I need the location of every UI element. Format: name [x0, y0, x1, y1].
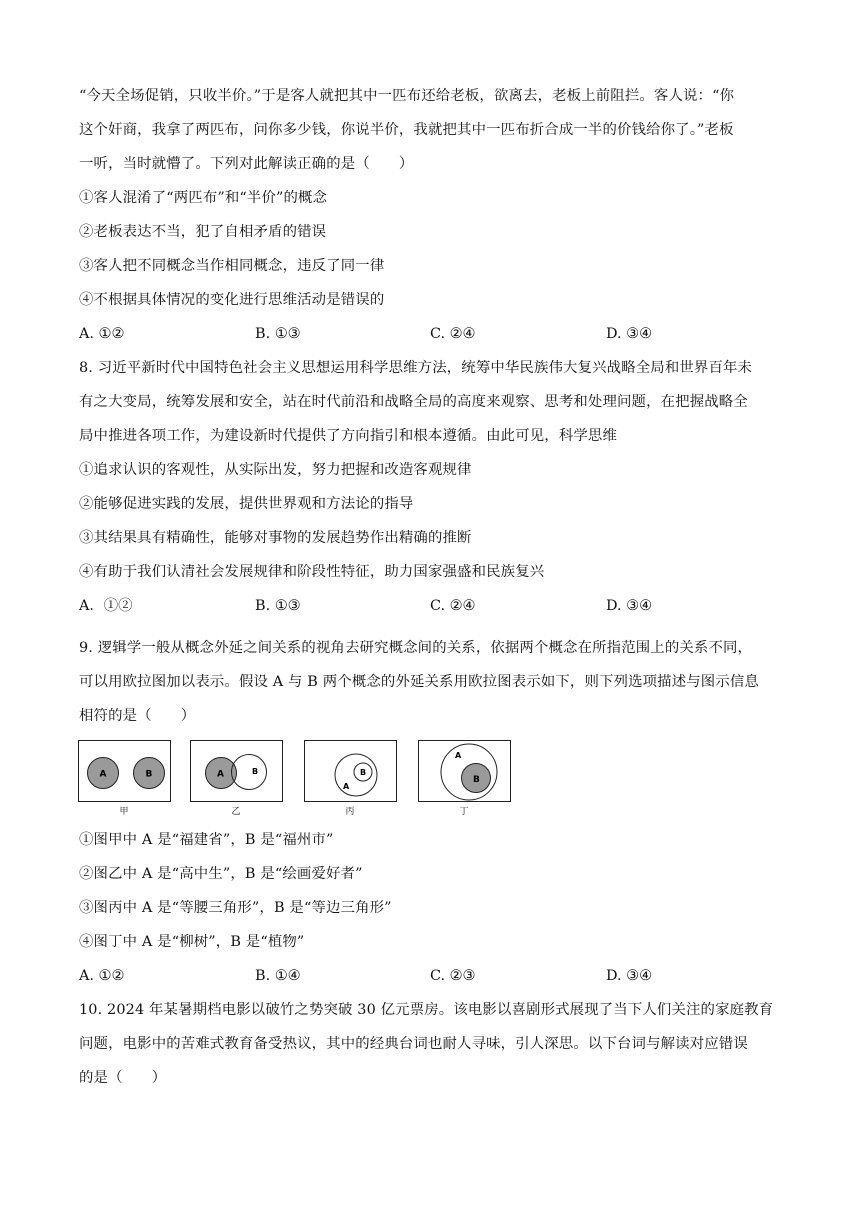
q8-option-b[interactable]: B. ①③ — [255, 598, 301, 614]
q8-item-3: ③其结果具有精确性，能够对事物的发展趋势作出精确的推断 — [79, 530, 472, 546]
q9-option-d[interactable]: D. ③④ — [606, 968, 652, 984]
q8-item-1: ①追求认识的客观性，从实际出发，努力把握和改造客观规律 — [79, 462, 472, 478]
circle-a-outer — [335, 754, 377, 796]
q10-stem-line-2: 问题，电影中的苦难式教育备受热议，其中的经典台词也耐人寻味，引人深思。以下台词与解读对应错误 — [79, 1036, 748, 1052]
caption-yi: 乙 — [231, 807, 241, 817]
q7-stem-line-1: “今天全场促销，只收半价。”于是客人就把其中一匹布还给老板，欲离去，老板上前阻拦。客人说：“你 — [79, 88, 735, 104]
q9-stem-line-3: 相符的是（ ） — [79, 708, 196, 724]
caption-ding: 丁 — [459, 807, 469, 817]
q8-stem-line-1: 8. 习近平新时代中国特色社会主义思想运用科学思维方法，统筹中华民族伟大复兴战略全局和世界百年未 — [79, 360, 753, 376]
q9-option-b[interactable]: B. ①④ — [255, 968, 301, 984]
euler-diagram-ding — [418, 740, 511, 802]
q8-option-d[interactable]: D. ③④ — [606, 598, 652, 614]
q9-stem-line-2: 可以用欧拉图加以表示。假设 A 与 B 两个概念的外延关系用欧拉图表示如下，则下列选项描述与图示信息 — [79, 674, 759, 690]
q9-option-c[interactable]: C. ②③ — [430, 968, 476, 984]
q7-stem-line-2: 这个奸商，我拿了两匹布，问你多少钱，你说半价，我就把其中一匹布折合成一半的价钱给你了。”老板 — [79, 122, 734, 138]
q7-item-1: ①客人混淆了“两匹布”和“半价”的概念 — [79, 190, 328, 206]
q8-item-2: ②能够促进实践的发展，提供世界观和方法论的指导 — [79, 496, 414, 512]
euler-diagram-bing-svg — [305, 741, 396, 801]
q8-item-4: ④有助于我们认清社会发展规律和阶段性特征，助力国家强盛和民族复兴 — [79, 564, 545, 580]
q9-item-4: ④图丁中 A 是“柳树”，B 是“植物” — [79, 934, 305, 950]
label-a: A — [217, 769, 224, 780]
label-b: B — [252, 767, 259, 776]
euler-diagram-yi-svg — [191, 741, 282, 801]
q9-item-3: ③图丙中 A 是“等腰三角形”，B 是“等边三角形” — [79, 900, 392, 916]
q7-option-b[interactable]: B. ①③ — [255, 326, 301, 342]
q7-item-4: ④不根据具体情况的变化进行思维活动是错误的 — [79, 292, 385, 308]
label-b: B — [360, 768, 367, 777]
euler-diagram-jia — [78, 740, 171, 802]
label-b: B — [145, 769, 153, 780]
q8-option-c[interactable]: C. ②④ — [430, 598, 476, 614]
euler-diagram-jia-svg — [79, 741, 170, 801]
euler-diagram-ding-svg — [419, 741, 510, 801]
euler-diagram-bing — [304, 740, 397, 802]
q9-item-1: ①图甲中 A 是“福建省”，B 是“福州市” — [79, 832, 334, 848]
q7-item-2: ②老板表达不当，犯了自相矛盾的错误 — [79, 224, 327, 240]
q10-stem-line-3: 的是（ ） — [79, 1070, 167, 1086]
q7-option-c[interactable]: C. ②④ — [430, 326, 476, 342]
caption-bing: 丙 — [345, 807, 355, 817]
label-b: B — [473, 775, 480, 785]
q8-stem-line-2: 有之大变局，统筹发展和安全，站在时代前沿和战略全局的高度来观察、思考和处理问题，在把握战略全 — [79, 394, 748, 410]
euler-diagram-yi — [190, 740, 283, 802]
label-a: A — [455, 751, 462, 760]
q7-stem-line-3: 一听，当时就懵了。下列对此解读正确的是（ ） — [79, 156, 414, 172]
caption-jia: 甲 — [119, 807, 129, 817]
q9-stem-line-1: 9. 逻辑学一般从概念外延之间关系的视角去研究概念间的关系，依据两个概念在所指范围上的关系不同， — [79, 640, 753, 656]
q8-option-a[interactable]: A．①② — [79, 598, 133, 614]
q7-item-3: ③客人把不同概念当作相同概念，违反了同一律 — [79, 258, 385, 274]
q9-option-a[interactable]: A. ①② — [79, 968, 125, 984]
q8-stem-line-3: 局中推进各项工作，为建设新时代提供了方向指引和根本遵循。由此可见，科学思维 — [79, 428, 618, 444]
label-a: A — [343, 782, 350, 791]
q10-stem-line-1: 10. 2024 年某暑期档电影以破竹之势突破 30 亿元票房。该电影以喜剧形式展现了当下人们关注的家庭教育 — [79, 1002, 774, 1018]
q9-item-2: ②图乙中 A 是“高中生”，B 是“绘画爱好者” — [79, 866, 363, 882]
q7-option-a[interactable]: A. ①② — [79, 326, 125, 342]
label-a: A — [99, 769, 107, 780]
q7-option-d[interactable]: D. ③④ — [606, 326, 652, 342]
